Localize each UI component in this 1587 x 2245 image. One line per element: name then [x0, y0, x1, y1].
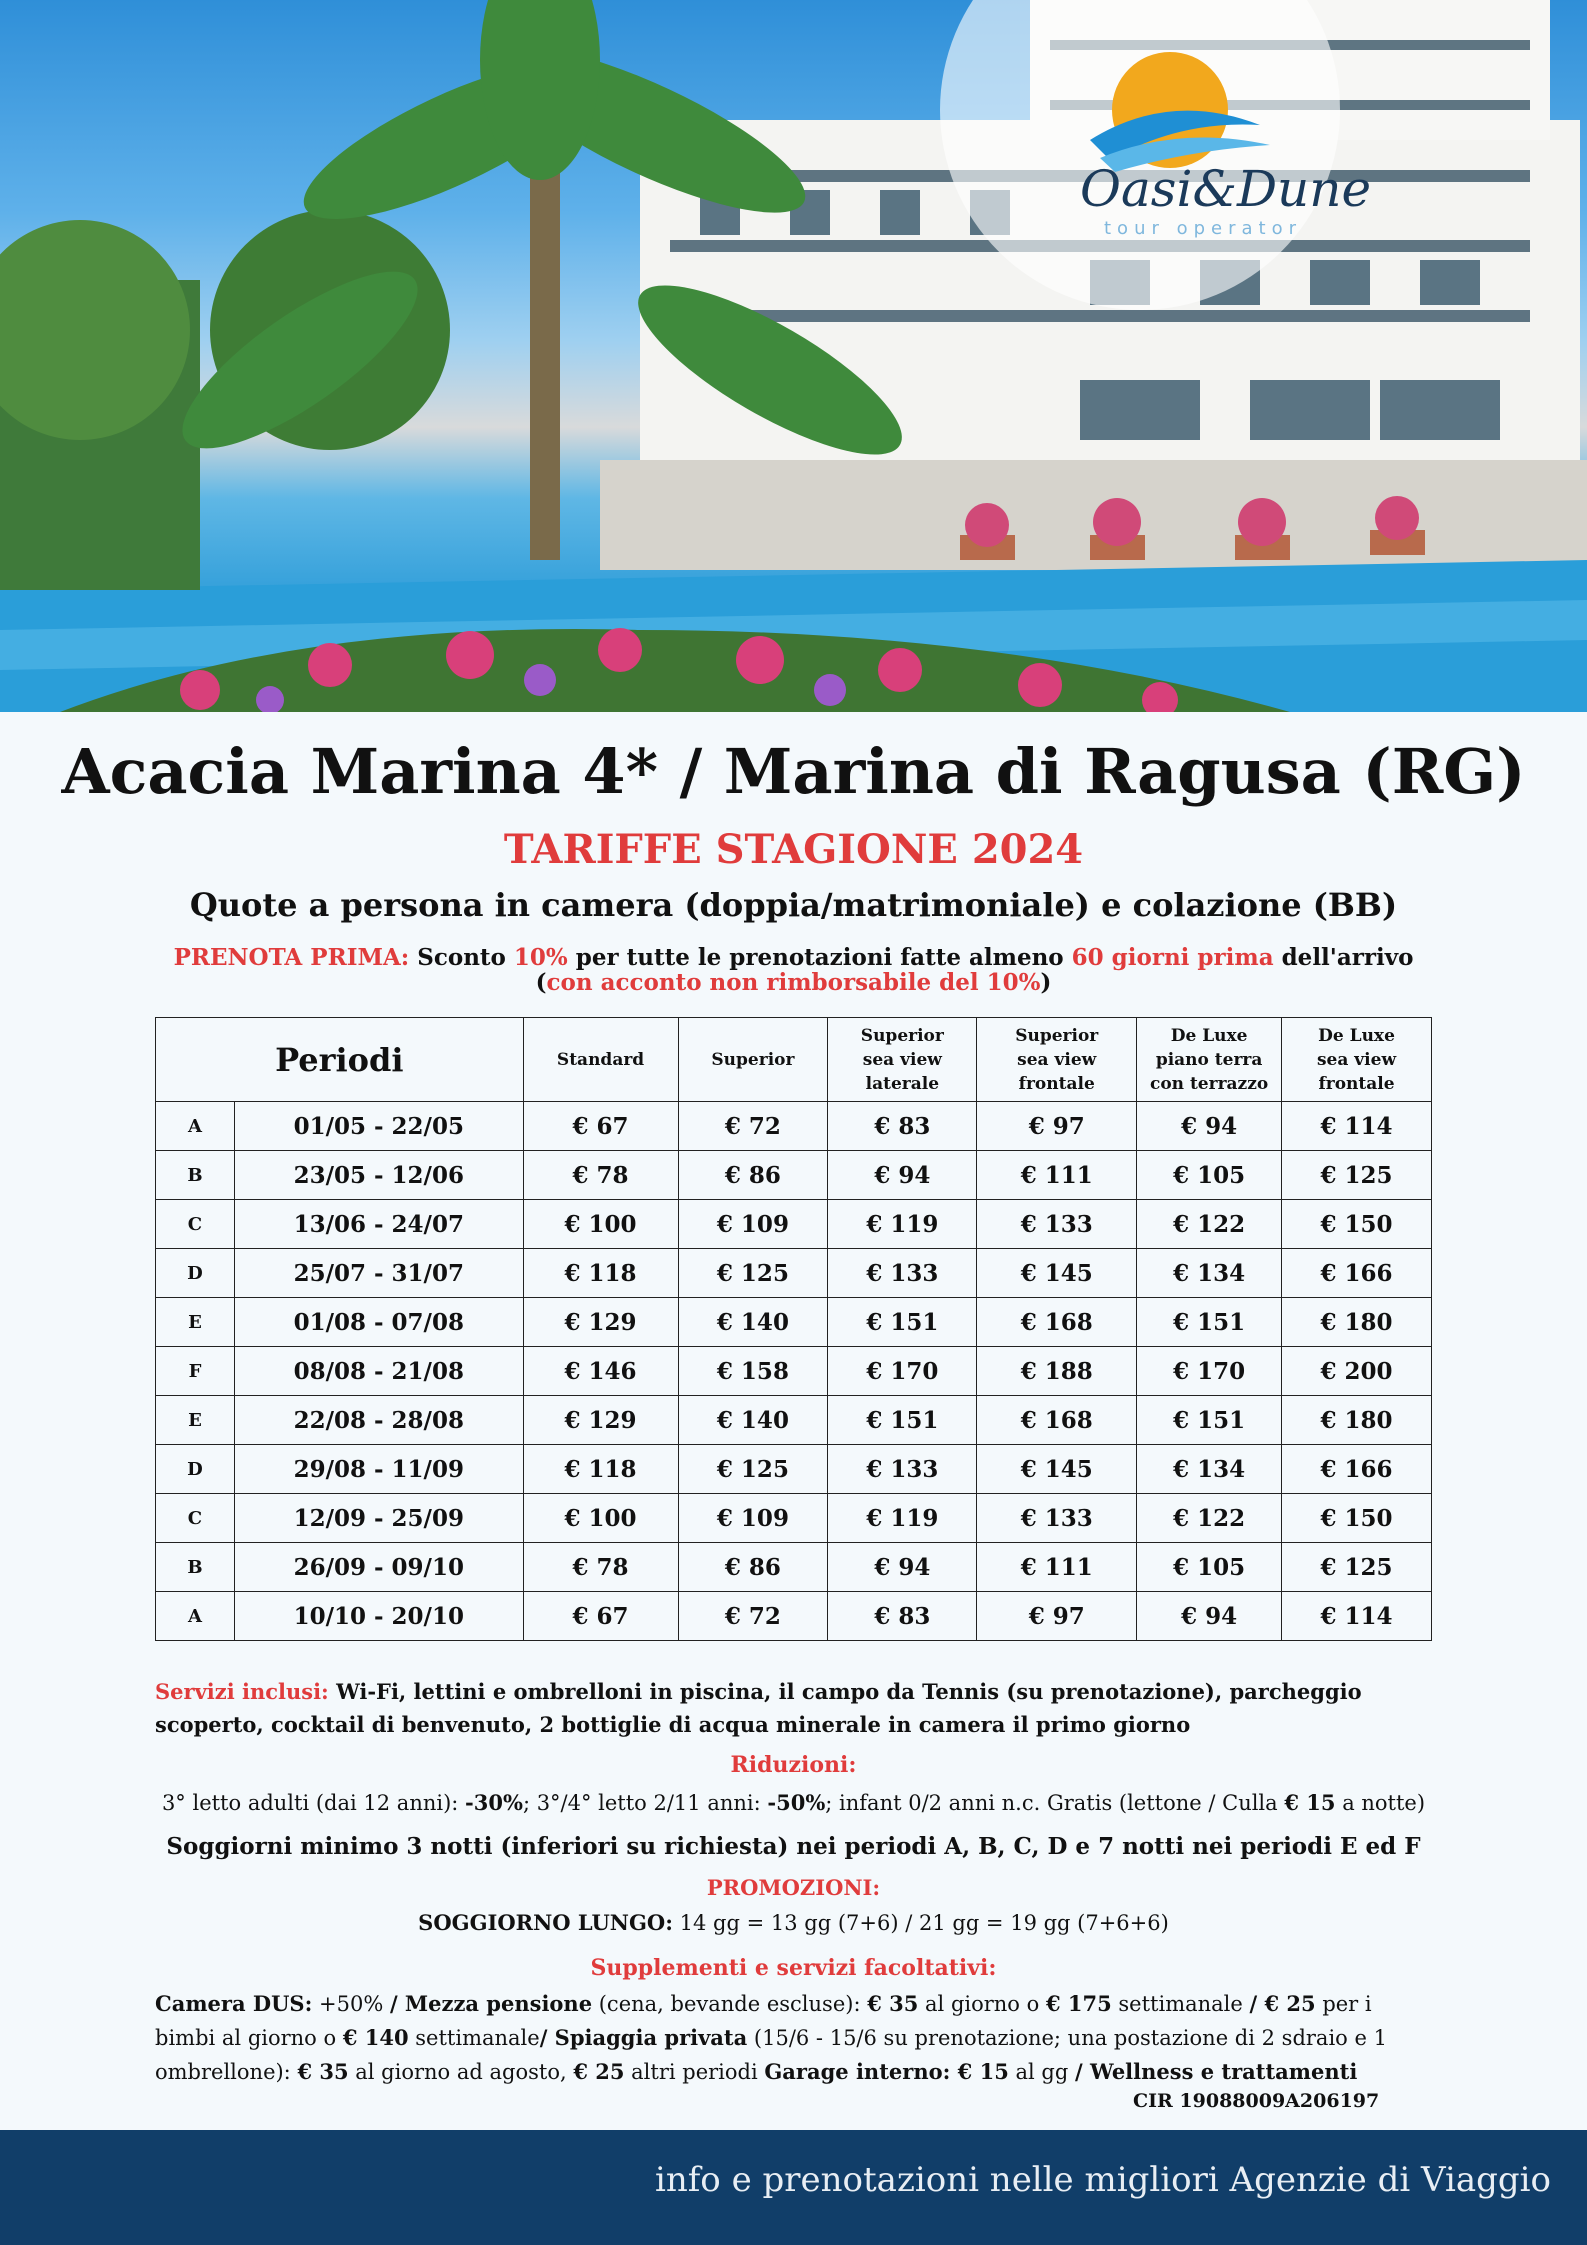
period-dates: 22/08 - 28/08 — [234, 1396, 523, 1445]
period-code: A — [156, 1592, 235, 1641]
price-cell: € 151 — [1137, 1298, 1282, 1347]
footer-text: info e prenotazioni nelle migliori Agenzie di Viaggio — [654, 2160, 1551, 2200]
price-cell: € 122 — [1137, 1494, 1282, 1543]
price-cell: € 78 — [523, 1543, 678, 1592]
price-cell: € 125 — [678, 1445, 828, 1494]
period-dates: 12/09 - 25/09 — [234, 1494, 523, 1543]
price-cell: € 86 — [678, 1151, 828, 1200]
price-cell: € 97 — [977, 1592, 1137, 1641]
period-dates: 01/08 - 07/08 — [234, 1298, 523, 1347]
period-code: B — [156, 1543, 235, 1592]
hotel-pool-illustration — [0, 0, 1587, 712]
price-cell: € 151 — [828, 1396, 977, 1445]
price-cell: € 72 — [678, 1592, 828, 1641]
season-subtitle: TARIFFE STAGIONE 2024 — [503, 826, 1084, 873]
period-code: D — [156, 1249, 235, 1298]
price-cell: € 145 — [977, 1249, 1137, 1298]
period-dates: 23/05 - 12/06 — [234, 1151, 523, 1200]
price-cell: € 100 — [523, 1200, 678, 1249]
included-services — [155, 1675, 1435, 1741]
price-cell: € 100 — [523, 1494, 678, 1543]
price-cell: € 119 — [828, 1200, 977, 1249]
column-header: Standard — [523, 1018, 678, 1102]
price-cell: € 78 — [523, 1151, 678, 1200]
price-cell: € 170 — [1137, 1347, 1282, 1396]
table-row — [156, 1347, 1432, 1396]
price-cell: € 125 — [678, 1249, 828, 1298]
price-cell: € 105 — [1137, 1151, 1282, 1200]
period-dates: 26/09 - 09/10 — [234, 1543, 523, 1592]
period-code: D — [156, 1445, 235, 1494]
supplements-title: Supplementi e servizi facoltativi: — [590, 1955, 997, 1981]
period-code: C — [156, 1494, 235, 1543]
price-cell: € 180 — [1282, 1298, 1432, 1347]
column-header: De Luxe piano terra con terrazzo — [1137, 1018, 1282, 1102]
price-cell: € 170 — [828, 1347, 977, 1396]
price-cell: € 125 — [1282, 1543, 1432, 1592]
reductions-text: 3° letto adulti (dai 12 anni): -30%; 3°/4° letto 2/11 anni: -50%; infant 0/2 anni n.c. Gratis (lettone / Culla € 15 a notte) — [161, 1790, 1426, 1815]
column-header: Superior sea view laterale — [828, 1018, 977, 1102]
column-header: Superior — [678, 1018, 828, 1102]
column-header: De Luxe sea view frontale — [1282, 1018, 1432, 1102]
promotions-title: PROMOZIONI: — [706, 1875, 881, 1900]
early-booking-discount: 10% — [513, 944, 568, 971]
price-cell: € 109 — [678, 1494, 828, 1543]
price-cell: € 133 — [977, 1200, 1137, 1249]
early-booking-notice: PRENOTA PRIMA: Sconto 10% per tutte le prenotazioni fatte almeno 60 giorni prima dell'arrivo (con acconto non rimborsabile del 10%) — [173, 944, 1414, 996]
price-cell: € 166 — [1282, 1249, 1432, 1298]
price-cell: € 146 — [523, 1347, 678, 1396]
period-code: F — [156, 1347, 235, 1396]
price-cell: € 83 — [828, 1592, 977, 1641]
price-cell: € 94 — [1137, 1592, 1282, 1641]
price-cell: € 118 — [523, 1445, 678, 1494]
logo-name: Oasi&Dune — [1080, 160, 1372, 218]
price-cell: € 150 — [1282, 1494, 1432, 1543]
rates-table — [155, 1017, 1432, 1641]
table-row — [156, 1151, 1432, 1200]
period-code: B — [156, 1151, 235, 1200]
period-dates: 01/05 - 22/05 — [234, 1102, 523, 1151]
price-cell: € 133 — [828, 1445, 977, 1494]
period-dates: 29/08 - 11/09 — [234, 1445, 523, 1494]
price-cell: € 140 — [678, 1396, 828, 1445]
minimum-stay: Soggiorni minimo 3 notti (inferiori su richiesta) nei periodi A, B, C, D e 7 notti nei periodi E ed F — [166, 1833, 1421, 1860]
price-cell: € 72 — [678, 1102, 828, 1151]
promotions-text: SOGGIORNO LUNGO: 14 gg = 13 gg (7+6) / 21 gg = 19 gg (7+6+6) — [418, 1910, 1169, 1935]
table-row — [156, 1445, 1432, 1494]
price-cell: € 134 — [1137, 1445, 1282, 1494]
price-cell: € 67 — [523, 1592, 678, 1641]
price-cell: € 122 — [1137, 1200, 1282, 1249]
price-cell: € 140 — [678, 1298, 828, 1347]
price-cell: € 111 — [977, 1151, 1137, 1200]
periodi-header: Periodi — [156, 1018, 524, 1102]
price-cell: € 114 — [1282, 1102, 1432, 1151]
quote-description: Quote a persona in camera (doppia/matrimoniale) e colazione (BB) — [189, 886, 1398, 924]
table-header-row — [156, 1018, 1432, 1102]
table-row — [156, 1298, 1432, 1347]
price-cell: € 150 — [1282, 1200, 1432, 1249]
price-cell: € 129 — [523, 1396, 678, 1445]
services-text: Wi-Fi, lettini e ombrelloni in piscina, il campo da Tennis (su prenotazione), parcheggio scoperto, cocktail di benvenuto, 2 bottiglie di acqua minerale in camera il primo giorno — [155, 1679, 1362, 1737]
price-cell: € 134 — [1137, 1249, 1282, 1298]
price-cell: € 168 — [977, 1298, 1137, 1347]
price-cell: € 97 — [977, 1102, 1137, 1151]
table-row — [156, 1592, 1432, 1641]
column-header: Superior sea view frontale — [977, 1018, 1137, 1102]
logo-badge — [940, 0, 1340, 310]
price-cell: € 94 — [828, 1151, 977, 1200]
period-code: E — [156, 1396, 235, 1445]
price-cell: € 133 — [828, 1249, 977, 1298]
page-title: Acacia Marina 4* / Marina di Ragusa (RG) — [61, 735, 1526, 808]
price-cell: € 94 — [1137, 1102, 1282, 1151]
period-code: A — [156, 1102, 235, 1151]
price-cell: € 188 — [977, 1347, 1137, 1396]
price-cell: € 180 — [1282, 1396, 1432, 1445]
price-cell: € 129 — [523, 1298, 678, 1347]
period-dates: 25/07 - 31/07 — [234, 1249, 523, 1298]
table-row — [156, 1102, 1432, 1151]
price-cell: € 94 — [828, 1543, 977, 1592]
table-row — [156, 1543, 1432, 1592]
price-cell: € 145 — [977, 1445, 1137, 1494]
period-dates: 10/10 - 20/10 — [234, 1592, 523, 1641]
period-dates: 08/08 - 21/08 — [234, 1347, 523, 1396]
table-row — [156, 1200, 1432, 1249]
services-label: Servizi inclusi: — [155, 1679, 329, 1704]
price-cell: € 86 — [678, 1543, 828, 1592]
early-booking-label: PRENOTA PRIMA: — [173, 944, 410, 971]
price-cell: € 67 — [523, 1102, 678, 1151]
price-cell: € 168 — [977, 1396, 1137, 1445]
price-cell: € 83 — [828, 1102, 977, 1151]
period-dates: 13/06 - 24/07 — [234, 1200, 523, 1249]
table-row — [156, 1396, 1432, 1445]
supplements-text: Camera DUS: +50% / Mezza pensione (cena, bevande escluse): € 35 al giorno o € 175 settimanale / € 25 per i bimbi al giorno o € 140 settimanale/ Spiaggia privata (15/6 - 15/6 su prenotazione; una postazione di 2 sdraio e 1 ombrellone): € 35 al giorno ad agosto, € 25 altri periodi Garage interno: € 15 al gg / Wellness e trattamenti — [155, 1991, 1387, 2084]
reductions-title: Riduzioni: — [730, 1752, 857, 1778]
price-cell: € 151 — [1137, 1396, 1282, 1445]
price-cell: € 200 — [1282, 1347, 1432, 1396]
table-row — [156, 1494, 1432, 1543]
table-row — [156, 1249, 1432, 1298]
early-booking-deposit: con acconto non rimborsabile del 10% — [546, 969, 1041, 996]
price-cell: € 105 — [1137, 1543, 1282, 1592]
logo-tagline: tour operator — [1104, 218, 1303, 239]
cir-code: CIR 19088009A206197 — [1133, 2090, 1380, 2112]
price-cell: € 114 — [1282, 1592, 1432, 1641]
price-cell: € 119 — [828, 1494, 977, 1543]
footer-bar — [0, 2130, 1587, 2245]
price-cell: € 118 — [523, 1249, 678, 1298]
price-cell: € 125 — [1282, 1151, 1432, 1200]
period-code: C — [156, 1200, 235, 1249]
price-cell: € 166 — [1282, 1445, 1432, 1494]
price-cell: € 111 — [977, 1543, 1137, 1592]
period-code: E — [156, 1298, 235, 1347]
sun-wave-logo-icon — [940, 0, 1340, 310]
early-booking-days: 60 giorni prima — [1071, 944, 1274, 971]
price-cell: € 133 — [977, 1494, 1137, 1543]
hero-photo — [0, 0, 1587, 712]
price-cell: € 158 — [678, 1347, 828, 1396]
price-cell: € 109 — [678, 1200, 828, 1249]
price-cell: € 151 — [828, 1298, 977, 1347]
